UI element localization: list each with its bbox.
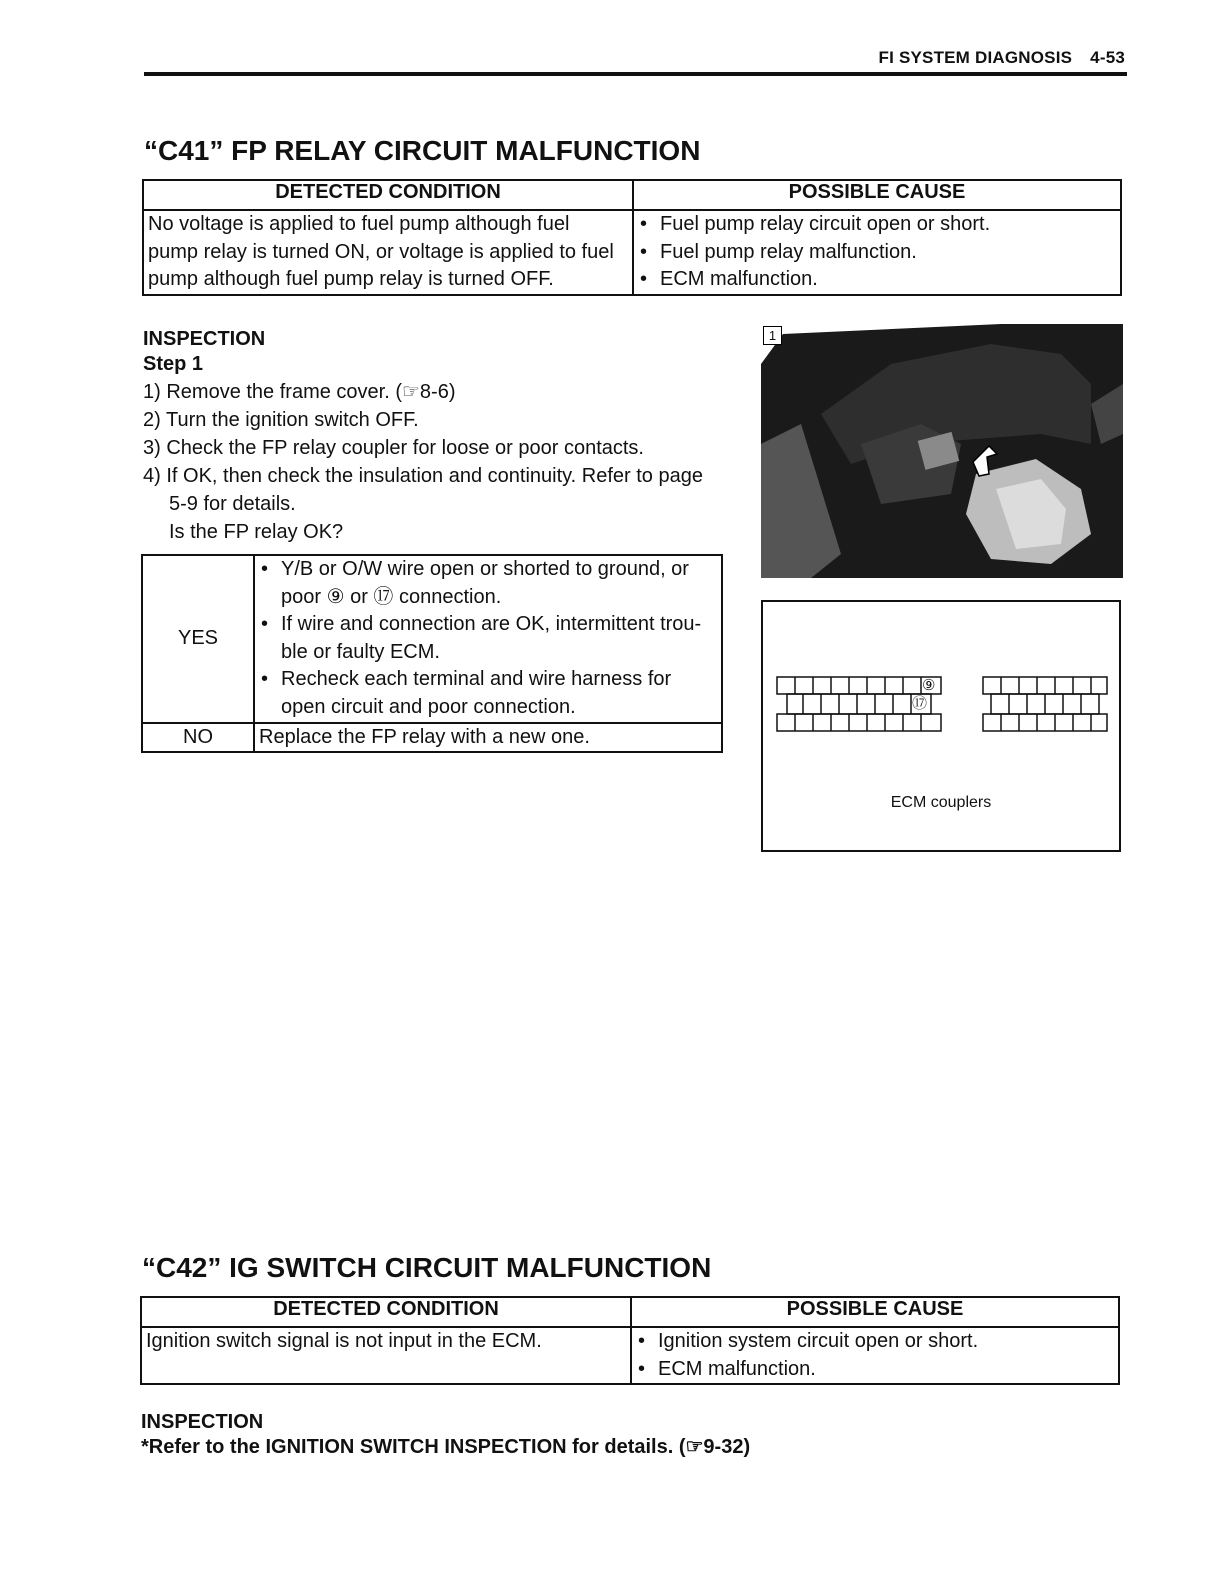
detected-line: pump although fuel pump relay is turned OFF. <box>148 268 554 290</box>
c41-cause-cell <box>633 210 1121 295</box>
yes-action-item: • Y/B or O/W wire open or shorted to ground, or poor ⑨ or ⑰ connection. <box>259 556 717 611</box>
c42-cause-cell <box>631 1327 1119 1384</box>
step-item: 1) Remove the frame cover. (☞8-6) <box>143 381 456 403</box>
c41-condition-table <box>142 179 1122 296</box>
inspection-heading: INSPECTION <box>143 328 266 350</box>
step-continuation: 5-9 for details. <box>169 493 296 515</box>
yes-action-item: • If wire and connection are OK, intermittent trou- ble or faulty ECM. <box>259 611 717 666</box>
c42-condition-table <box>140 1296 1120 1385</box>
c42-inspection <box>141 1408 750 1461</box>
photo-tag: 1 <box>763 326 782 345</box>
header-rule <box>144 72 1127 76</box>
yes-actions <box>254 555 722 723</box>
refer-note: *Refer to the IGNITION SWITCH INSPECTION for details. (☞9-32) <box>141 1436 751 1458</box>
cause-item: • Fuel pump relay malfunction. <box>638 239 1116 267</box>
section-title: FI SYSTEM DIAGNOSIS <box>878 48 1073 67</box>
page-header <box>879 48 1125 68</box>
c41-col-cause: POSSIBLE CAUSE <box>633 180 1121 210</box>
detected-line: pump relay is turned ON, or voltage is applied to fuel <box>148 240 614 263</box>
step-item: 3) Check the FP relay coupler for loose or poor contacts. <box>143 437 644 459</box>
relay-location-photo <box>761 324 1123 578</box>
ecm-couplers-diagram <box>761 600 1121 852</box>
step-question: Is the FP relay OK? <box>169 521 344 543</box>
no-action: Replace the FP relay with a new one. <box>254 723 722 753</box>
c41-detected-cell <box>143 210 633 295</box>
detected-line: No voltage is applied to fuel pump although fuel <box>148 213 570 235</box>
pin-9-label: ⑨ <box>922 677 936 694</box>
c42-title: “C42” IG SWITCH CIRCUIT MALFUNCTION <box>142 1252 712 1283</box>
yes-label: YES <box>142 555 254 723</box>
c42-col-detected: DETECTED CONDITION <box>141 1297 631 1327</box>
cause-item: • ECM malfunction. <box>638 266 1116 294</box>
no-label: NO <box>142 723 254 753</box>
c42-col-cause: POSSIBLE CAUSE <box>631 1297 1119 1327</box>
pin-17-label: ⑰ <box>912 695 928 712</box>
page-number: 4-53 <box>1090 48 1125 67</box>
step-item: 4) If OK, then check the insulation and continuity. Refer to page <box>143 465 703 487</box>
cause-item: • Ignition system circuit open or short. <box>636 1328 1114 1356</box>
step-heading: Step 1 <box>143 353 204 375</box>
c41-col-detected: DETECTED CONDITION <box>143 180 633 210</box>
inspection-heading: INSPECTION <box>141 1411 264 1433</box>
diagram-caption: ECM couplers <box>890 794 992 811</box>
c41-title: “C41” FP RELAY CIRCUIT MALFUNCTION <box>144 135 701 166</box>
step-item: 2) Turn the ignition switch OFF. <box>143 409 419 431</box>
yes-no-table <box>141 554 723 753</box>
cause-item: • ECM malfunction. <box>636 1356 1114 1384</box>
c41-inspection <box>143 325 743 546</box>
c42-detected-cell: Ignition switch signal is not input in the ECM. <box>141 1327 631 1384</box>
cause-item: • Fuel pump relay circuit open or short. <box>638 211 1116 239</box>
yes-action-item: • Recheck each terminal and wire harness for open circuit and poor connection. <box>259 666 717 721</box>
